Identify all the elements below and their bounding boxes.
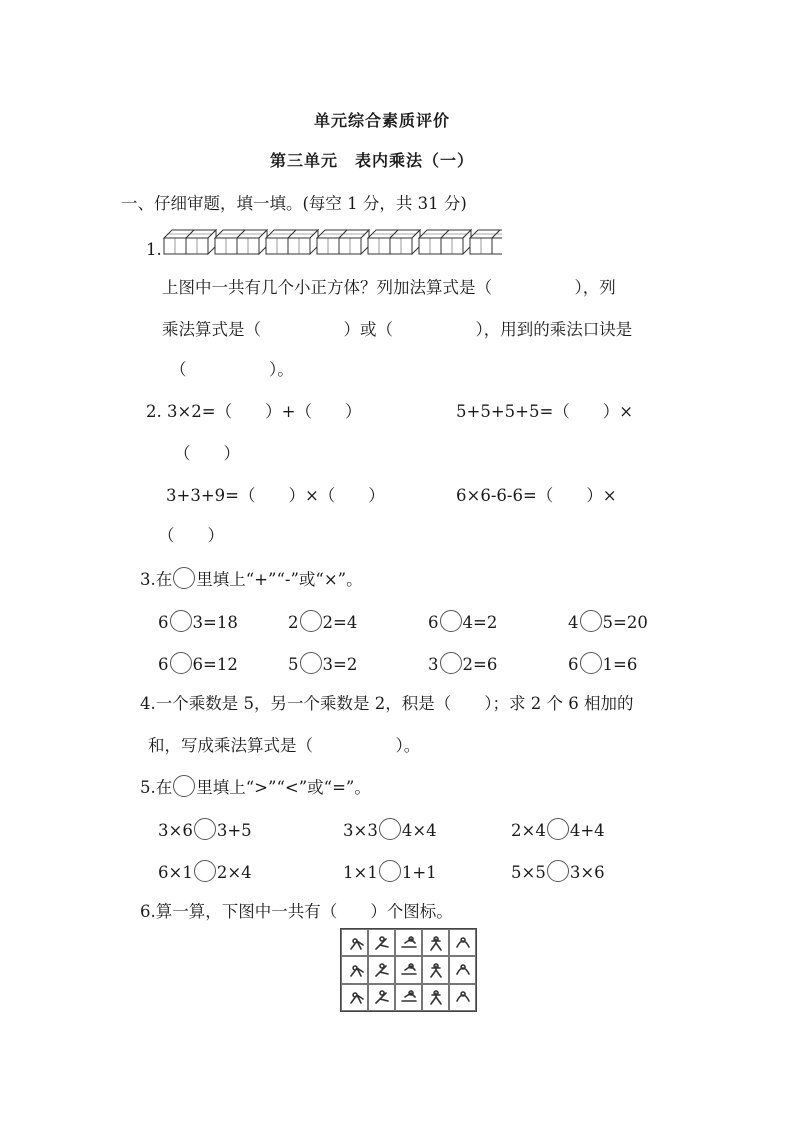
q3-item: 6 3=18 (158, 610, 238, 632)
page-title: 单元综合素质评价 (314, 111, 451, 130)
sport-icon (449, 984, 476, 1011)
q3-item: 6 1=6 (568, 652, 637, 674)
q3-item: 4 5=20 (568, 610, 648, 632)
sport-icon (449, 929, 476, 956)
question-2b: 5+5+5+5=（ ）× (456, 402, 634, 421)
sport-icon (368, 984, 395, 1011)
answer-circle[interactable] (547, 818, 569, 840)
sport-icon (395, 956, 422, 983)
question-3-suffix: 里填上“+”“-”或“×”。 (196, 570, 363, 589)
sport-icon (341, 984, 368, 1011)
sport-icon (449, 956, 476, 983)
cube-groups-figure (162, 226, 502, 256)
sport-icon (368, 929, 395, 956)
q3-item: 3 2=6 (428, 652, 497, 674)
sport-icons-grid (340, 928, 477, 1012)
sport-icon (422, 956, 449, 983)
question-5-prefix: 5.在 (140, 778, 173, 797)
sport-icon (368, 956, 395, 983)
section-heading: 一、仔细审题，填一填。(每空 1 分，共 31 分) (121, 194, 467, 213)
question-2c: 3+3+9=（ ）×（ ） (166, 486, 385, 505)
question-2b-continued: （ ） (174, 444, 240, 463)
question-1-line2: 乘法算式是（ ）或（ ），用到的乘法口诀是 (162, 320, 633, 339)
question-4-line2: 和，写成乘法算式是（ ）。 (148, 736, 421, 755)
question-2d-continued: （ ） (158, 526, 224, 545)
q5-item: 5×5 3×6 (511, 860, 605, 882)
q3-item: 6 4=2 (428, 610, 497, 632)
cube-group-icon (419, 230, 471, 254)
question-6-text: 6.算一算，下图中一共有（ ）个图标。 (140, 902, 453, 921)
question-3-instruction (140, 566, 363, 590)
question-1-line1: 上图中一共有几个小正方体？列加法算式是（ ），列 (162, 278, 616, 297)
sport-icon (395, 984, 422, 1011)
answer-circle[interactable] (580, 652, 602, 674)
cube-group-icon (215, 230, 267, 254)
question-1-number: 1. (146, 240, 162, 259)
answer-circle[interactable] (440, 610, 462, 632)
q5-item: 2×4 4+4 (511, 818, 605, 840)
unit-subtitle: 第三单元 表内乘法（一） (270, 151, 475, 170)
q3-item: 6 6=12 (158, 652, 238, 674)
sport-icon (341, 929, 368, 956)
question-4-line1: 4.一个乘数是 5，另一个乘数是 2，积是（ ）；求 2 个 6 相加的 (140, 694, 634, 713)
question-2a: 2. 3×2=（ ）+（ ） (146, 402, 362, 421)
question-5-instruction (140, 774, 371, 798)
q5-item: 3×3 4×4 (343, 818, 437, 840)
sport-icon (422, 929, 449, 956)
q5-item: 1×1 1+1 (343, 860, 437, 882)
sport-icon (422, 984, 449, 1011)
question-1-line3: （ ）。 (170, 360, 294, 379)
question-5-suffix: 里填上“>”“<”或“=”。 (196, 778, 371, 797)
cube-group-icon (470, 230, 502, 254)
answer-circle[interactable] (170, 652, 192, 674)
answer-circle[interactable] (547, 860, 569, 882)
question-2d: 6×6-6-6=（ ）× (456, 486, 617, 505)
sport-icon (395, 929, 422, 956)
q3-item: 2 2=4 (288, 610, 357, 632)
answer-circle[interactable] (194, 818, 216, 840)
answer-circle[interactable] (170, 610, 192, 632)
answer-circle[interactable] (440, 652, 462, 674)
answer-circle[interactable] (194, 860, 216, 882)
answer-circle[interactable] (379, 818, 401, 840)
cube-group-icon (266, 230, 318, 254)
cube-group-icon (317, 230, 369, 254)
q5-item: 3×6 3+5 (158, 818, 252, 840)
question-3-prefix: 3.在 (140, 570, 173, 589)
answer-circle[interactable] (300, 652, 322, 674)
sport-icon (341, 956, 368, 983)
q5-item: 6×1 2×4 (158, 860, 252, 882)
blank-circle-icon (173, 775, 195, 797)
answer-circle[interactable] (300, 610, 322, 632)
q3-item: 5 3=2 (288, 652, 357, 674)
blank-circle-icon (173, 567, 195, 589)
cube-group-icon (368, 230, 420, 254)
cube-group-icon (164, 230, 216, 254)
answer-circle[interactable] (580, 610, 602, 632)
answer-circle[interactable] (379, 860, 401, 882)
